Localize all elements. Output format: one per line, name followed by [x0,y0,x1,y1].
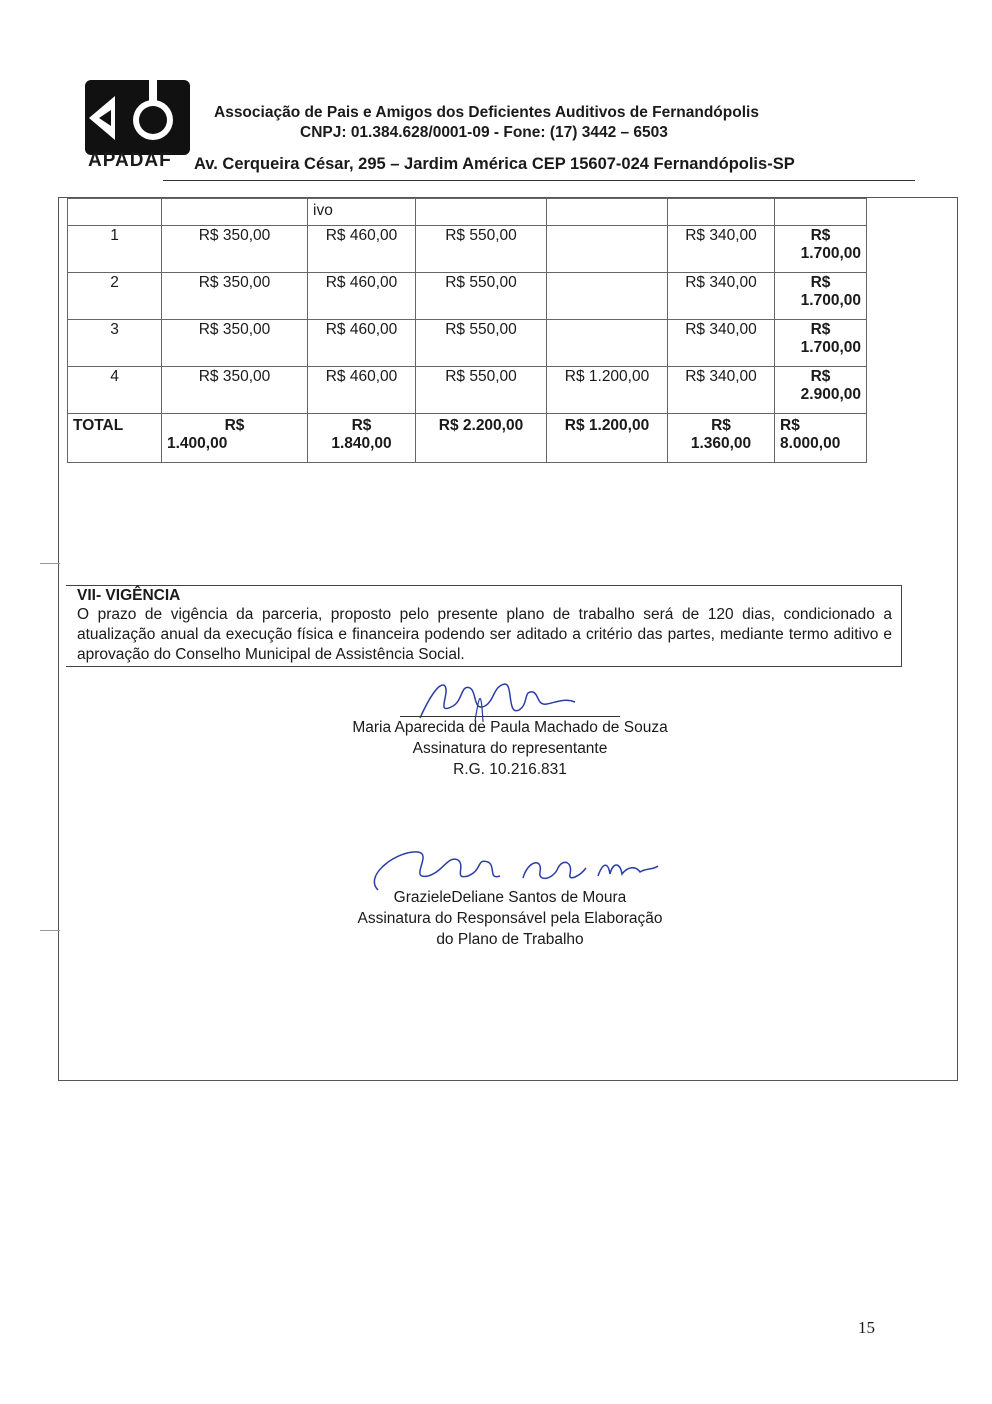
table-cell: 2 [68,273,162,320]
table-cell: R$ 460,00 [308,273,416,320]
total-currency: R$ [224,417,245,434]
table-cell: R$ 550,00 [416,367,547,414]
table-cell: R$ 350,00 [162,320,308,367]
table-cell: R$ 340,00 [668,367,775,414]
table-cell: R$ 550,00 [416,273,547,320]
row-total-currency: R$ [810,227,831,244]
row-total-currency: R$ [810,368,831,385]
cnpj-phone: CNPJ: 01.384.628/0001-09 - Fone: (17) 3442 – 6503 [300,124,668,141]
table-cell: 1 [68,226,162,273]
table-row [68,226,867,273]
signer-rg: R.G. 10.216.831 [453,761,567,778]
signature-block-representative [310,716,710,780]
row-total-currency: R$ [810,274,831,291]
section-body: O prazo de vigência da parceria, proposto pelo presente plano de trabalho será de 120 dias, condicionado a atualização anual da execução física e financeira podendo ser aditado a critério das partes, mediante termo aditivo e aprovação do Conselho Municipal de Assistência Social. [77,606,892,663]
table-cell: R$ 550,00 [416,226,547,273]
table-cell [547,320,668,367]
signature-block-preparer [310,887,710,950]
table-cell [775,273,867,320]
table-row [68,367,867,414]
table-cell [308,414,416,463]
margin-mark [40,563,60,564]
signer-role: Assinatura do Responsável pela Elaboração [357,910,663,927]
total-value: 1.400,00 [167,435,228,452]
table-cell: R$ 350,00 [162,226,308,273]
margin-mark [40,930,60,931]
table-cell: R$ 350,00 [162,273,308,320]
table-cell: ivo [308,199,416,226]
table-cell: R$ 460,00 [308,367,416,414]
table-row [68,199,867,226]
total-value: 1.360,00 [690,435,752,452]
signer-role-continued: do Plano de Trabalho [436,931,584,948]
table-cell [775,414,867,463]
header-divider [163,180,915,181]
table-cell [775,367,867,414]
table-cell: R$ 340,00 [668,320,775,367]
table-row [68,320,867,367]
table-cell: 3 [68,320,162,367]
organization-name: Associação de Pais e Amigos dos Deficientes Auditivos de Fernandópolis [214,104,759,121]
total-currency: R$ [351,417,372,434]
table-cell: R$ 1.200,00 [547,414,668,463]
total-label: TOTAL [68,414,162,463]
row-total-value: 2.900,00 [800,386,861,403]
table-cell [547,226,668,273]
table-cell: R$ 460,00 [308,226,416,273]
table-cell [775,226,867,273]
total-value: 8.000,00 [780,435,841,452]
budget-table [67,198,867,463]
table-cell [668,414,775,463]
total-row [68,414,867,463]
page-number: 15 [858,1318,875,1337]
total-value: 1.840,00 [331,435,392,452]
table-cell [162,414,308,463]
row-total-value: 1.700,00 [800,339,861,356]
section-title: VII- VIGÊNCIA [77,587,181,604]
table-cell: R$ 340,00 [668,226,775,273]
row-total-currency: R$ [810,321,831,338]
row-total-value: 1.700,00 [800,245,861,262]
table-cell: R$ 1.200,00 [547,367,668,414]
address: Av. Cerqueira César, 295 – Jardim América CEP 15607-024 Fernandópolis-SP [194,155,795,173]
table-cell: 4 [68,367,162,414]
signer-role: Assinatura do representante [412,740,608,757]
table-cell [547,273,668,320]
row-total-value: 1.700,00 [800,292,861,309]
table-row [68,273,867,320]
table-cell: R$ 2.200,00 [416,414,547,463]
apadaf-logo [85,80,190,155]
signer-name: GrazieleDeliane Santos de Moura [393,889,627,906]
table-cell: R$ 340,00 [668,273,775,320]
total-currency: R$ [780,417,800,434]
signer-name: Maria Aparecida de Paula Machado de Souza [352,719,668,736]
total-currency: R$ [711,417,731,434]
logo-text: APADAF [88,150,172,171]
table-cell: R$ 460,00 [308,320,416,367]
table-cell: R$ 550,00 [416,320,547,367]
table-cell [775,320,867,367]
table-cell: R$ 350,00 [162,367,308,414]
